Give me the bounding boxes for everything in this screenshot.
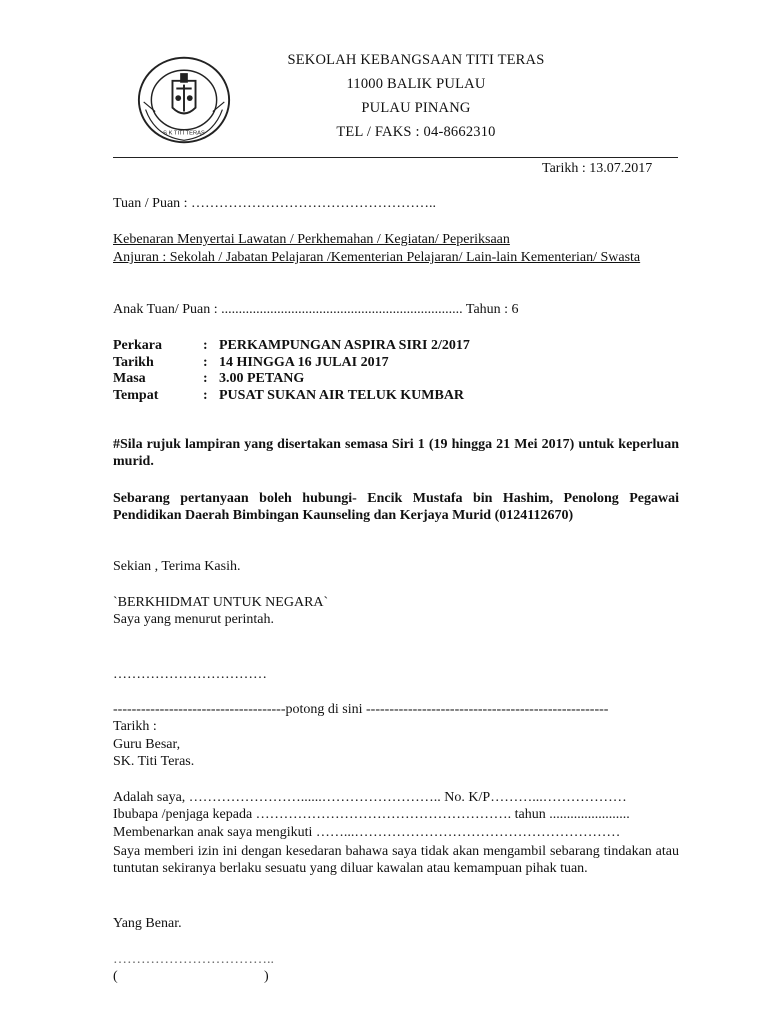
school-state: PULAU PINANG	[361, 100, 471, 116]
closing-line: Sekian , Terima Kasih.	[113, 559, 241, 574]
motto-line: `BERKHIDMAT UNTUK NEGARA`	[113, 595, 329, 610]
detail-label-tempat: Tempat	[113, 388, 159, 403]
letter-date: Tarikh : 13.07.2017	[542, 161, 653, 176]
slip-i-am-line: Adalah saya, ……………………......…………………….. No. K/P………...………………	[113, 790, 627, 805]
detail-label-masa: Masa	[113, 371, 146, 386]
detail-label-tarikh: Tarikh	[113, 355, 154, 370]
subject-line: Kebenaran Menyertai Lawatan / Perkhemahan / Kegiatan/ Peperiksaan	[113, 232, 510, 247]
school-name: SEKOLAH KEBANGSAAN TITI TERAS	[287, 52, 545, 68]
detail-value-tarikh: 14 HINGGA 16 JULAI 2017	[219, 355, 389, 370]
child-line: Anak Tuan/ Puan : ..................................................................... Tahun : 6	[113, 302, 519, 317]
detail-colon: :	[203, 371, 208, 386]
svg-text:S K TITI TERAS: S K TITI TERAS	[163, 130, 205, 137]
attachment-note: #Sila rujuk lampiran yang disertakan semasa Siri 1 (19 hingga 21 Mei 2017) untuk keperluan murid.	[113, 437, 679, 469]
organiser-line: Anjuran : Sekolah / Jabatan Pelajaran /Kementerian Pelajaran/ Lain-lain Kementerian/ Swasta	[113, 250, 641, 265]
detail-colon: :	[203, 388, 208, 403]
slip-allow-line: Membenarkan anak saya mengikuti ……...…………………………………………………	[113, 825, 621, 840]
enquiry-paragraph: Sebarang pertanyaan boleh hubungi- Encik Mustafa bin Hashim, Penolong Pegawai Pendidikan Daerah Bimbingan Kaunseling dan Kerjaya Murid (0124112670)	[113, 491, 679, 523]
detail-value-tempat: PUSAT SUKAN AIR TELUK KUMBAR	[219, 388, 465, 403]
recipient-line: Tuan / Puan : ……………………………………………..	[113, 196, 437, 211]
slip-yours-line: Yang Benar.	[113, 916, 182, 931]
slip-parent-line: Ibubapa /penjaga kepada ………………………………………………. tahun .......................	[113, 807, 630, 822]
slip-date: Tarikh :	[113, 719, 157, 734]
obedient-line: Saya yang menurut perintah.	[113, 612, 274, 627]
detail-value-masa: 3.00 PETANG	[219, 371, 305, 386]
slip-to-school: SK. Titi Teras.	[113, 754, 195, 769]
school-postcode-city: 11000 BALIK PULAU	[346, 76, 486, 92]
detail-value-perkara: PERKAMPUNGAN ASPIRA SIRI 2/2017	[219, 338, 470, 353]
detail-label-perkara: Perkara	[113, 338, 162, 353]
cut-line: -------------------------------------potong di sini ----------------------------------------------------	[113, 702, 609, 717]
slip-name-open-bracket: (	[113, 969, 118, 984]
slip-signature-dots: ……………………………..	[113, 952, 274, 967]
signature-dots: ……………………………	[113, 667, 267, 682]
slip-name-close-bracket: )	[264, 969, 269, 984]
detail-colon: :	[203, 355, 208, 370]
school-phone-fax: TEL / FAKS : 04-8662310	[336, 124, 496, 140]
slip-consent-paragraph: Saya memberi izin ini dengan kesedaran bahawa saya tidak akan mengambil sebarang tindakan atau tuntutan sekiranya berlaku sesuatu yang diluar kawalan atau kemampuan pihak tuan.	[113, 844, 679, 876]
slip-to-headmaster: Guru Besar,	[113, 737, 181, 752]
detail-colon: :	[203, 338, 208, 353]
letterhead-divider	[113, 157, 678, 158]
